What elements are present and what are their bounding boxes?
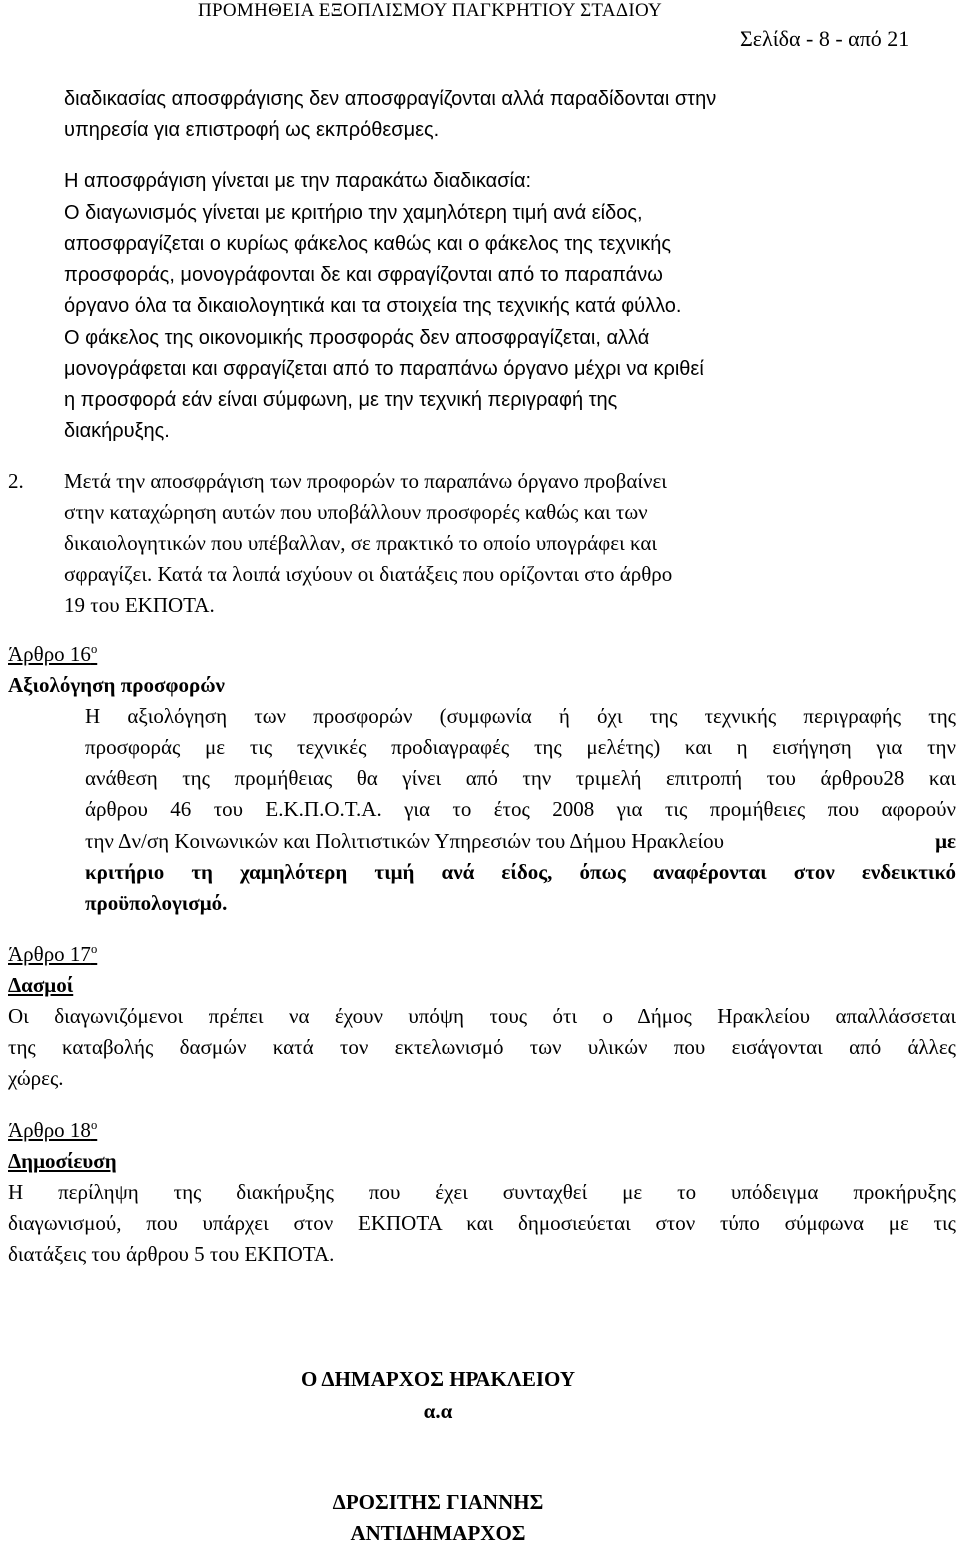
- article17-line: Οι διαγωνιζόμενοι πρέπει να έχουν υπόψη τους ότι ο Δήμος Ηρακλείου απαλλάσσεται: [8, 1004, 956, 1028]
- procedure-line: προσφοράς, μονογράφονται δε και σφραγίζονται από το παραπάνω: [64, 264, 663, 286]
- article16-line: Η αξιολόγηση των προσφορών (συμφωνία ή όχι της τεχνικής περιγραφής της: [85, 704, 956, 728]
- article16-bold-line: κριτήριο τη χαμηλότερη τιμή ανά είδος, όπως αναφέρονται στον ενδεικτικό: [85, 860, 956, 884]
- intro-line-1: διαδικασίας αποσφράγισης δεν αποσφραγίζονται αλλά παραδίδονται στην: [64, 88, 717, 110]
- list-number: 2.: [8, 469, 24, 493]
- procedure-line: η προσφορά εάν είναι σύμφωνη, με την τεχνική περιγραφή της: [64, 389, 618, 411]
- article17-line: της καταβολής δασμών κατά τον εκτελωνισμό των υλικών που εισάγονται από άλλες: [8, 1035, 956, 1059]
- procedure-line: διακήρυξης.: [64, 420, 170, 442]
- article16-line: άρθρου 46 του Ε.Κ.Π.Ο.Τ.Α. για το έτος 2008 για τις προμήθειες που αφορούν: [85, 797, 956, 821]
- article17-title: Δασμοί: [8, 973, 74, 997]
- signatory-name: ΔΡΟΣΙΤΗΣ ΓΙΑΝΝΗΣ: [332, 1490, 544, 1514]
- procedure-line: Η αποσφράγιση γίνεται με την παρακάτω διαδικασία:: [64, 170, 532, 192]
- article16-heading: Άρθρο $16^o$: [8, 642, 98, 666]
- article18-line: διαγωνισμού, που υπάρχει στον ΕΚΠΟΤΑ και δημοσιεύεται στον τύπο σύμφωνα με τις: [8, 1211, 956, 1235]
- item2-line: Μετά την αποσφράγιση των προφορών το παραπάνω όργανο προβαίνει: [64, 469, 667, 493]
- procedure-line: Ο διαγωνισμός γίνεται με κριτήριο την χαμηλότερη τιμή ανά είδος,: [64, 202, 643, 224]
- article18-line: διατάξεις του άρθρου 5 του ΕΚΠΟΤΑ.: [8, 1242, 335, 1266]
- signature-on-behalf: α.α: [423, 1399, 453, 1423]
- item2-line: 19 του ΕΚΠΟΤΑ.: [64, 593, 215, 617]
- procedure-line: Ο φάκελος της οικονομικής προσφοράς δεν αποσφραγίζεται, αλλά: [64, 327, 650, 349]
- article16-bold-line: προϋπολογισμό.: [85, 891, 228, 915]
- article16-title: Αξιολόγηση προσφορών: [8, 673, 225, 697]
- article16-line: ανάθεση της προμήθειας θα γίνει από την τριμελή επιτροπή του άρθρου28 και: [85, 766, 956, 790]
- item2-line: δικαιολογητικών που υπέβαλλαν, σε πρακτικό το οποίο υπογράφει και: [64, 531, 658, 555]
- procedure-line: όργανο όλα τα δικαιολογητικά και τα στοιχεία της τεχνικής κατά φύλλο.: [64, 295, 682, 317]
- page-number: Σελίδα - 8 - από 21: [740, 26, 910, 51]
- article16-line5-text: την Δν/ση Κοινωνικών και Πολιτιστικών Υπηρεσιών του Δήμου Ηρακλείου: [85, 829, 725, 853]
- item2-line: στην καταχώρηση αυτών που υποβάλλουν προσφορές καθώς και των: [64, 500, 648, 524]
- article16-line5-bold: με: [935, 829, 956, 853]
- article17-heading: Άρθρο $17^o$: [8, 942, 98, 966]
- signatory-role: ΑΝΤΙΔΗΜΑΡΧΟΣ: [350, 1521, 526, 1545]
- intro-line-2: υπηρεσία για επιστροφή ως εκπρόθεσμες.: [64, 119, 440, 141]
- item2-line: σφραγίζει. Κατά τα λοιπά ισχύουν οι διατάξεις που ορίζονται στο άρθρο: [64, 562, 673, 586]
- article18-title: Δημοσίευση: [8, 1149, 117, 1173]
- procedure-line: μονογράφεται και σφραγίζεται από το παραπάνω όργανο μέχρι να κριθεί: [64, 358, 704, 380]
- article18-heading: Άρθρο $18^o$: [8, 1118, 98, 1142]
- article16-line: [85, 829, 956, 854]
- article17-line: χώρες.: [8, 1066, 64, 1090]
- article18-line: Η περίληψη της διακήρυξης που έχει συνταχθεί με το υπόδειγμα προκήρυξης: [8, 1180, 956, 1204]
- document-header-title: ΠΡΟΜΗΘΕΙΑ ΕΞΟΠΛΙΣΜΟΥ ΠΑΓΚΡΗΤΙΟΥ ΣΤΑΔΙΟΥ: [198, 0, 663, 21]
- procedure-line: αποσφραγίζεται ο κυρίως φάκελος καθώς και ο φάκελος της τεχνικής: [64, 233, 671, 255]
- article16-line: προσφοράς με τις τεχνικές προδιαγραφές της μελέτης) και η εισήγηση για την: [85, 735, 956, 759]
- signature-title: Ο ΔΗΜΑΡΧΟΣ ΗΡΑΚΛΕΙΟΥ: [301, 1367, 575, 1391]
